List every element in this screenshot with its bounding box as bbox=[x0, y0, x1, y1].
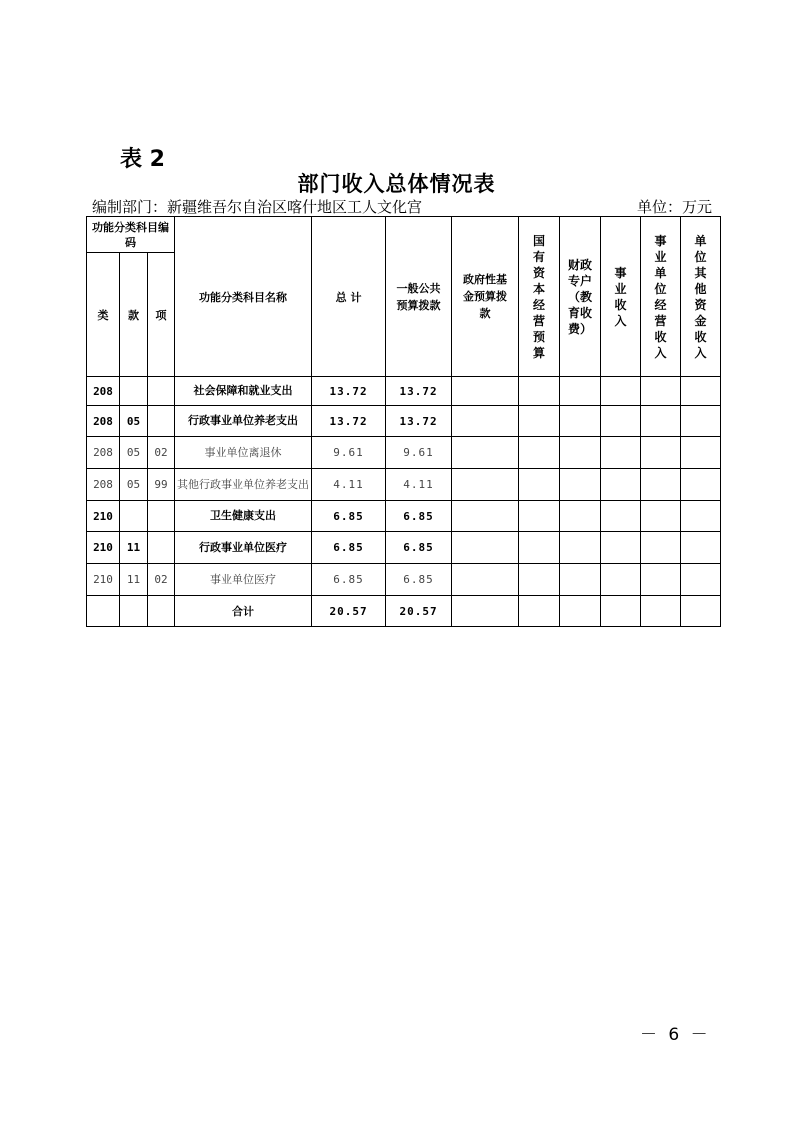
cell-lei: 208 bbox=[87, 469, 120, 501]
cell-lei: 210 bbox=[87, 532, 120, 564]
cell-xiang: 02 bbox=[148, 564, 175, 596]
header-other-income: 单位其他资金收入 bbox=[681, 217, 721, 377]
table-row bbox=[87, 564, 721, 596]
header-special-account: 财政专户（教育收费） bbox=[560, 217, 601, 377]
cell-name: 其他行政事业单位养老支出 bbox=[175, 469, 312, 501]
cell-lei: 210 bbox=[87, 501, 120, 532]
unit-label: 单位：万元 bbox=[636, 198, 712, 216]
department-label: 编制部门：新疆维吾尔自治区喀什地区工人文化宫 bbox=[92, 198, 423, 216]
cell-general: 6.85 bbox=[386, 564, 452, 596]
header-lei: 类 bbox=[87, 253, 120, 377]
header-total: 总 计 bbox=[312, 217, 386, 377]
cell-lei: 208 bbox=[87, 406, 120, 437]
cell-xiang: 02 bbox=[148, 437, 175, 469]
cell-kuan: 05 bbox=[120, 469, 148, 501]
cell-lei: 208 bbox=[87, 437, 120, 469]
cell-kuan: 11 bbox=[120, 532, 148, 564]
cell-lei: 208 bbox=[87, 377, 120, 406]
cell-kuan bbox=[120, 377, 148, 406]
cell-xiang bbox=[148, 532, 175, 564]
cell-name: 事业单位离退休 bbox=[175, 437, 312, 469]
table-row bbox=[87, 377, 721, 406]
cell-total: 6.85 bbox=[312, 532, 386, 564]
cell-total: 4.11 bbox=[312, 469, 386, 501]
table-row bbox=[87, 437, 721, 469]
header-general-budget: 一般公共预算拨款 bbox=[386, 217, 452, 377]
cell-total: 6.85 bbox=[312, 501, 386, 532]
total-row bbox=[87, 596, 721, 627]
header-state-capital: 国有资本经营预算 bbox=[519, 217, 560, 377]
total-general: 20.57 bbox=[386, 596, 452, 627]
cell-xiang bbox=[148, 406, 175, 437]
cell-total: 13.72 bbox=[312, 406, 386, 437]
page-number: － 6 － bbox=[640, 1025, 711, 1045]
document-title: 部门收入总体情况表 bbox=[297, 172, 496, 196]
table-row bbox=[87, 406, 721, 437]
meta-row bbox=[92, 196, 712, 217]
income-table bbox=[86, 216, 721, 627]
cell-general: 6.85 bbox=[386, 532, 452, 564]
header-xiang: 项 bbox=[148, 253, 175, 377]
cell-name: 卫生健康支出 bbox=[175, 501, 312, 532]
cell-total: 13.72 bbox=[312, 377, 386, 406]
cell-name: 事业单位医疗 bbox=[175, 564, 312, 596]
table-row bbox=[87, 501, 721, 532]
header-code-group: 功能分类科目编码 bbox=[87, 217, 175, 253]
total-label: 合计 bbox=[175, 596, 312, 627]
cell-kuan: 05 bbox=[120, 406, 148, 437]
header-business-income: 事业收入 bbox=[601, 217, 641, 377]
cell-kuan: 11 bbox=[120, 564, 148, 596]
cell-name: 行政事业单位医疗 bbox=[175, 532, 312, 564]
cell-total: 9.61 bbox=[312, 437, 386, 469]
cell-name: 行政事业单位养老支出 bbox=[175, 406, 312, 437]
cell-general: 9.61 bbox=[386, 437, 452, 469]
table-row bbox=[87, 532, 721, 564]
cell-xiang bbox=[148, 501, 175, 532]
table-label: 表 2 bbox=[120, 147, 165, 172]
header-unit-operation-income: 事业单位经营收入 bbox=[641, 217, 681, 377]
cell-xiang bbox=[148, 377, 175, 406]
header-name: 功能分类科目名称 bbox=[175, 217, 312, 377]
cell-xiang: 99 bbox=[148, 469, 175, 501]
cell-lei: 210 bbox=[87, 564, 120, 596]
header-kuan: 款 bbox=[120, 253, 148, 377]
cell-general: 6.85 bbox=[386, 501, 452, 532]
table-row bbox=[87, 469, 721, 501]
cell-kuan: 05 bbox=[120, 437, 148, 469]
cell-general: 13.72 bbox=[386, 406, 452, 437]
cell-general: 13.72 bbox=[386, 377, 452, 406]
cell-general: 4.11 bbox=[386, 469, 452, 501]
total-total: 20.57 bbox=[312, 596, 386, 627]
header-fund-budget: 政府性基金预算拨款 bbox=[452, 217, 519, 377]
cell-kuan bbox=[120, 501, 148, 532]
cell-name: 社会保障和就业支出 bbox=[175, 377, 312, 406]
cell-total: 6.85 bbox=[312, 564, 386, 596]
